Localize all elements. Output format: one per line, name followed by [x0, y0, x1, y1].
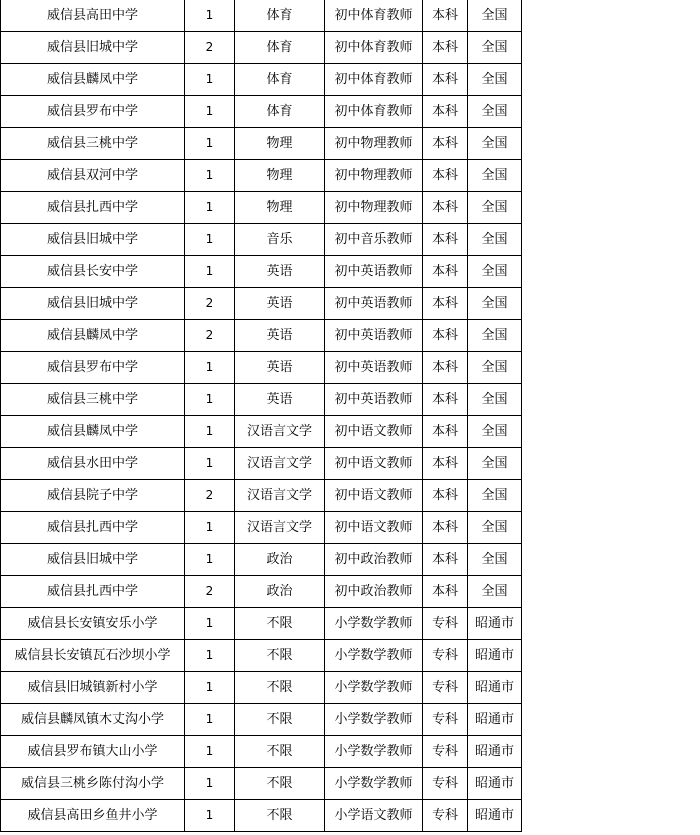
education-cell: 专科 [423, 640, 468, 672]
count-cell: 1 [185, 800, 235, 832]
table-row [1, 672, 522, 704]
scope-cell: 全国 [468, 128, 522, 160]
count-cell: 2 [185, 480, 235, 512]
school-cell: 威信县高田乡鱼井小学 [1, 800, 185, 832]
school-cell: 威信县扎西中学 [1, 512, 185, 544]
scope-cell: 昭通市 [468, 768, 522, 800]
school-cell: 威信县旧城中学 [1, 32, 185, 64]
position-cell: 小学语文教师 [325, 800, 423, 832]
table-body [1, 0, 522, 832]
major-cell: 英语 [235, 320, 325, 352]
school-cell: 威信县麟凤镇木丈沟小学 [1, 704, 185, 736]
education-cell: 专科 [423, 672, 468, 704]
education-cell: 专科 [423, 608, 468, 640]
position-cell: 初中政治教师 [325, 576, 423, 608]
table-row [1, 480, 522, 512]
education-cell: 专科 [423, 736, 468, 768]
count-cell: 2 [185, 288, 235, 320]
school-cell: 威信县扎西中学 [1, 192, 185, 224]
education-cell: 专科 [423, 768, 468, 800]
table-row [1, 160, 522, 192]
school-cell: 威信县院子中学 [1, 480, 185, 512]
position-cell: 小学数学教师 [325, 672, 423, 704]
table-row [1, 640, 522, 672]
count-cell: 1 [185, 384, 235, 416]
major-cell: 英语 [235, 384, 325, 416]
school-cell: 威信县扎西中学 [1, 576, 185, 608]
position-cell: 初中物理教师 [325, 128, 423, 160]
table-row [1, 704, 522, 736]
count-cell: 1 [185, 256, 235, 288]
school-cell: 威信县旧城中学 [1, 288, 185, 320]
scope-cell: 昭通市 [468, 672, 522, 704]
education-cell: 本科 [423, 256, 468, 288]
scope-cell: 全国 [468, 576, 522, 608]
position-cell: 小学数学教师 [325, 640, 423, 672]
scope-cell: 全国 [468, 32, 522, 64]
scope-cell: 全国 [468, 160, 522, 192]
scope-cell: 全国 [468, 224, 522, 256]
scope-cell: 全国 [468, 288, 522, 320]
position-cell: 初中语文教师 [325, 448, 423, 480]
education-cell: 本科 [423, 544, 468, 576]
count-cell: 1 [185, 416, 235, 448]
education-cell: 本科 [423, 480, 468, 512]
education-cell: 本科 [423, 448, 468, 480]
school-cell: 威信县旧城镇新村小学 [1, 672, 185, 704]
major-cell: 英语 [235, 288, 325, 320]
education-cell: 本科 [423, 192, 468, 224]
major-cell: 不限 [235, 704, 325, 736]
scope-cell: 昭通市 [468, 640, 522, 672]
count-cell: 1 [185, 608, 235, 640]
count-cell: 2 [185, 576, 235, 608]
table-row [1, 96, 522, 128]
count-cell: 1 [185, 672, 235, 704]
table-row [1, 608, 522, 640]
position-cell: 初中体育教师 [325, 64, 423, 96]
education-cell: 本科 [423, 320, 468, 352]
school-cell: 威信县长安镇瓦石沙坝小学 [1, 640, 185, 672]
scope-cell: 昭通市 [468, 704, 522, 736]
education-cell: 本科 [423, 64, 468, 96]
education-cell: 本科 [423, 384, 468, 416]
count-cell: 1 [185, 640, 235, 672]
table-row [1, 256, 522, 288]
major-cell: 汉语言文学 [235, 416, 325, 448]
education-cell: 本科 [423, 416, 468, 448]
major-cell: 不限 [235, 608, 325, 640]
major-cell: 体育 [235, 96, 325, 128]
scope-cell: 昭通市 [468, 800, 522, 832]
position-cell: 初中英语教师 [325, 320, 423, 352]
scope-cell: 全国 [468, 384, 522, 416]
education-cell: 本科 [423, 0, 468, 32]
position-cell: 小学数学教师 [325, 736, 423, 768]
count-cell: 1 [185, 0, 235, 32]
table-row [1, 576, 522, 608]
scope-cell: 昭通市 [468, 736, 522, 768]
major-cell: 不限 [235, 640, 325, 672]
major-cell: 英语 [235, 352, 325, 384]
scope-cell: 全国 [468, 512, 522, 544]
table-row [1, 544, 522, 576]
position-cell: 初中语文教师 [325, 512, 423, 544]
education-cell: 专科 [423, 800, 468, 832]
position-cell: 初中物理教师 [325, 192, 423, 224]
count-cell: 1 [185, 736, 235, 768]
education-cell: 本科 [423, 576, 468, 608]
position-cell: 小学数学教师 [325, 768, 423, 800]
school-cell: 威信县旧城中学 [1, 224, 185, 256]
school-cell: 威信县三桃乡陈付沟小学 [1, 768, 185, 800]
school-cell: 威信县罗布中学 [1, 96, 185, 128]
major-cell: 物理 [235, 192, 325, 224]
school-cell: 威信县麟凤中学 [1, 64, 185, 96]
education-cell: 本科 [423, 32, 468, 64]
position-cell: 初中体育教师 [325, 0, 423, 32]
school-cell: 威信县麟凤中学 [1, 320, 185, 352]
count-cell: 1 [185, 352, 235, 384]
table-row [1, 384, 522, 416]
position-cell: 初中英语教师 [325, 352, 423, 384]
school-cell: 威信县旧城中学 [1, 544, 185, 576]
school-cell: 威信县水田中学 [1, 448, 185, 480]
major-cell: 体育 [235, 64, 325, 96]
education-cell: 本科 [423, 224, 468, 256]
table-row [1, 0, 522, 32]
major-cell: 物理 [235, 128, 325, 160]
table-row [1, 192, 522, 224]
education-cell: 本科 [423, 128, 468, 160]
position-cell: 初中政治教师 [325, 544, 423, 576]
major-cell: 汉语言文学 [235, 480, 325, 512]
count-cell: 1 [185, 704, 235, 736]
position-cell: 初中英语教师 [325, 256, 423, 288]
major-cell: 英语 [235, 256, 325, 288]
count-cell: 1 [185, 64, 235, 96]
table-row [1, 352, 522, 384]
table-row [1, 800, 522, 832]
scope-cell: 全国 [468, 544, 522, 576]
position-cell: 小学数学教师 [325, 608, 423, 640]
count-cell: 1 [185, 160, 235, 192]
table-row [1, 416, 522, 448]
major-cell: 物理 [235, 160, 325, 192]
education-cell: 专科 [423, 704, 468, 736]
school-cell: 威信县双河中学 [1, 160, 185, 192]
position-cell: 初中物理教师 [325, 160, 423, 192]
position-cell: 小学数学教师 [325, 704, 423, 736]
count-cell: 1 [185, 128, 235, 160]
count-cell: 1 [185, 96, 235, 128]
school-cell: 威信县三桃中学 [1, 384, 185, 416]
major-cell: 政治 [235, 576, 325, 608]
scope-cell: 全国 [468, 416, 522, 448]
position-cell: 初中语文教师 [325, 480, 423, 512]
position-cell: 初中音乐教师 [325, 224, 423, 256]
scope-cell: 全国 [468, 192, 522, 224]
table-row [1, 288, 522, 320]
education-cell: 本科 [423, 96, 468, 128]
count-cell: 1 [185, 768, 235, 800]
count-cell: 1 [185, 448, 235, 480]
position-cell: 初中英语教师 [325, 288, 423, 320]
scope-cell: 全国 [468, 256, 522, 288]
major-cell: 不限 [235, 672, 325, 704]
school-cell: 威信县长安中学 [1, 256, 185, 288]
school-cell: 威信县三桃中学 [1, 128, 185, 160]
table-row [1, 768, 522, 800]
scope-cell: 全国 [468, 64, 522, 96]
scope-cell: 全国 [468, 352, 522, 384]
position-cell: 初中体育教师 [325, 32, 423, 64]
scope-cell: 昭通市 [468, 608, 522, 640]
education-cell: 本科 [423, 352, 468, 384]
position-cell: 初中语文教师 [325, 416, 423, 448]
count-cell: 1 [185, 512, 235, 544]
education-cell: 本科 [423, 512, 468, 544]
major-cell: 体育 [235, 0, 325, 32]
count-cell: 1 [185, 544, 235, 576]
count-cell: 2 [185, 320, 235, 352]
table-row [1, 512, 522, 544]
scope-cell: 全国 [468, 0, 522, 32]
table-row [1, 736, 522, 768]
count-cell: 2 [185, 32, 235, 64]
major-cell: 汉语言文学 [235, 512, 325, 544]
education-cell: 本科 [423, 160, 468, 192]
major-cell: 不限 [235, 736, 325, 768]
table-row [1, 320, 522, 352]
major-cell: 体育 [235, 32, 325, 64]
table-row [1, 128, 522, 160]
school-cell: 威信县罗布中学 [1, 352, 185, 384]
school-cell: 威信县麟凤中学 [1, 416, 185, 448]
table-row [1, 64, 522, 96]
education-cell: 本科 [423, 288, 468, 320]
scope-cell: 全国 [468, 448, 522, 480]
major-cell: 音乐 [235, 224, 325, 256]
major-cell: 不限 [235, 800, 325, 832]
scope-cell: 全国 [468, 96, 522, 128]
table-row [1, 448, 522, 480]
position-cell: 初中英语教师 [325, 384, 423, 416]
count-cell: 1 [185, 224, 235, 256]
count-cell: 1 [185, 192, 235, 224]
major-cell: 不限 [235, 768, 325, 800]
major-cell: 政治 [235, 544, 325, 576]
table-row [1, 32, 522, 64]
school-cell: 威信县长安镇安乐小学 [1, 608, 185, 640]
scope-cell: 全国 [468, 320, 522, 352]
scope-cell: 全国 [468, 480, 522, 512]
school-cell: 威信县罗布镇大山小学 [1, 736, 185, 768]
table-row [1, 224, 522, 256]
major-cell: 汉语言文学 [235, 448, 325, 480]
position-cell: 初中体育教师 [325, 96, 423, 128]
school-cell: 威信县高田中学 [1, 0, 185, 32]
